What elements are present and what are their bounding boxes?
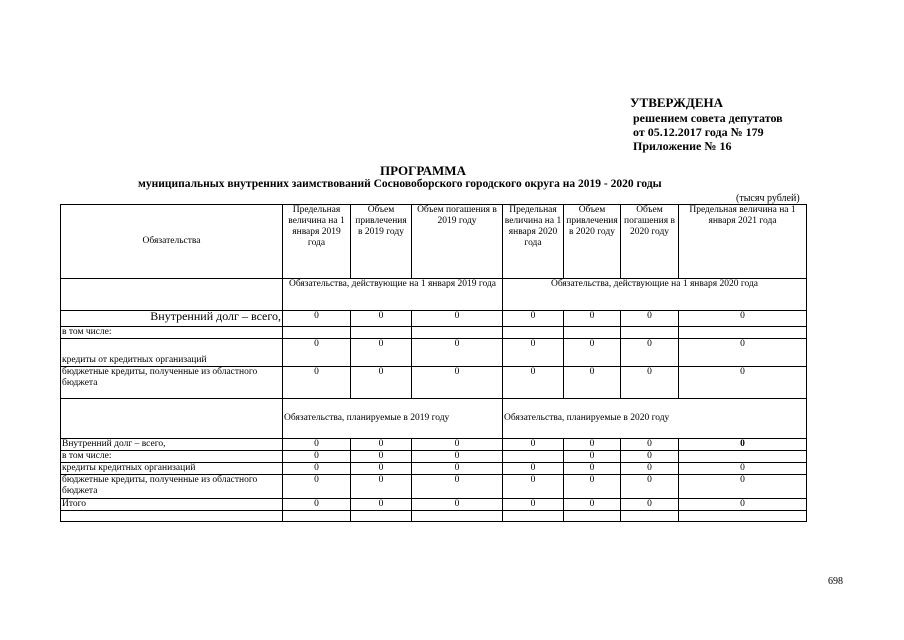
section1-row — [61, 279, 807, 311]
cell: 0 — [283, 463, 351, 475]
cell: 0 — [283, 475, 351, 499]
cell: 0 — [564, 463, 621, 475]
section2-empty — [61, 399, 283, 439]
header-limit-2020: Предельная величина на 1 января 2020 года — [503, 205, 564, 279]
cell — [412, 511, 503, 522]
cell: 0 — [621, 367, 679, 399]
header-repay-2019: Объем погашения в 2019 году — [412, 205, 503, 279]
cell: 0 — [621, 499, 679, 511]
cell: 0 — [351, 339, 412, 367]
program-subtitle: муниципальных внутренних заимствований Сосновоборского городского округа на 2019 - 2020 годы — [138, 178, 662, 190]
cell: 0 — [283, 499, 351, 511]
row-label: кредиты кредитных организаций — [61, 463, 283, 475]
row-label: бюджетные кредиты, полученные из областного бюджета — [61, 367, 283, 399]
cell: 0 — [679, 463, 807, 475]
table-row — [61, 475, 807, 499]
cell — [679, 327, 807, 339]
approval-appendix: Приложение № 16 — [633, 139, 732, 153]
header-limit-2021: Предельная величина на 1 января 2021 года — [679, 205, 807, 279]
cell: 0 — [412, 439, 503, 451]
cell — [412, 327, 503, 339]
cell: 0 — [679, 439, 807, 451]
cell: 0 — [351, 439, 412, 451]
program-title: ПРОГРАММА — [380, 163, 466, 178]
cell — [503, 327, 564, 339]
cell: 0 — [679, 499, 807, 511]
cell: 0 — [412, 451, 503, 463]
section2-left: Обязательства, планируемые в 2019 году — [283, 399, 503, 439]
cell — [679, 451, 807, 463]
section1-left: Обязательства, действующие на 1 января 2019 года — [283, 279, 503, 311]
cell: 0 — [564, 339, 621, 367]
section2-row — [61, 399, 807, 439]
approval-block — [630, 96, 783, 153]
cell: 0 — [564, 367, 621, 399]
cell — [621, 511, 679, 522]
cell: 0 — [503, 367, 564, 399]
table-row — [61, 463, 807, 475]
cell — [564, 511, 621, 522]
cell: 0 — [412, 463, 503, 475]
section1-right: Обязательства, действующие на 1 января 2020 года — [503, 279, 807, 311]
cell — [283, 327, 351, 339]
header-obligations: Обязательства — [61, 205, 283, 279]
cell: 0 — [503, 463, 564, 475]
header-attract-2019: Объем привлечения в 2019 году — [351, 205, 412, 279]
row-label: бюджетные кредиты, полученные из областного бюджета — [61, 475, 283, 499]
table-row — [61, 367, 807, 399]
cell — [503, 451, 564, 463]
table-row — [61, 327, 807, 339]
header-row — [61, 205, 807, 279]
row-label: в том числе: — [61, 327, 283, 339]
cell: 0 — [564, 475, 621, 499]
header-attract-2020: Объем привлечения в 2020 году — [564, 205, 621, 279]
cell: 0 — [679, 311, 807, 327]
table-row — [61, 339, 807, 367]
cell: 0 — [679, 339, 807, 367]
cell — [503, 511, 564, 522]
cell: 0 — [621, 463, 679, 475]
row-label: Итого — [61, 499, 283, 511]
cell: 0 — [351, 475, 412, 499]
cell: 0 — [412, 499, 503, 511]
row-label: в том числе: — [61, 451, 283, 463]
borrowings-table — [60, 204, 807, 522]
cell: 0 — [564, 499, 621, 511]
cell: 0 — [351, 367, 412, 399]
table-row — [61, 311, 807, 327]
cell: 0 — [621, 475, 679, 499]
row-label: Внутренний долг – всего, — [61, 311, 283, 327]
cell: 0 — [564, 311, 621, 327]
cell: 0 — [412, 367, 503, 399]
cell: 0 — [351, 451, 412, 463]
cell — [679, 511, 807, 522]
cell — [61, 511, 283, 522]
cell: 0 — [679, 475, 807, 499]
approval-date: от 05.12.2017 года № 179 — [633, 125, 764, 139]
cell: 0 — [621, 439, 679, 451]
cell: 0 — [412, 475, 503, 499]
cell — [283, 511, 351, 522]
cell — [351, 511, 412, 522]
cell: 0 — [503, 339, 564, 367]
table-row — [61, 451, 807, 463]
cell: 0 — [283, 451, 351, 463]
cell: 0 — [351, 311, 412, 327]
header-limit-2019: Предельная величина на 1 января 2019 года — [283, 205, 351, 279]
section2-right: Обязательства, планируемые в 2020 году — [503, 399, 807, 439]
cell — [621, 327, 679, 339]
cell: 0 — [412, 311, 503, 327]
table-row — [61, 499, 807, 511]
header-repay-2020: Объем погашения в 2020 году — [621, 205, 679, 279]
cell: 0 — [283, 439, 351, 451]
cell: 0 — [621, 451, 679, 463]
approval-decision: решением совета депутатов — [633, 111, 783, 125]
row-label: кредиты от кредитных организаций — [61, 339, 283, 367]
cell: 0 — [351, 463, 412, 475]
page-number: 698 — [828, 576, 843, 587]
cell: 0 — [503, 311, 564, 327]
table-row-empty — [61, 511, 807, 522]
table-row — [61, 439, 807, 451]
cell: 0 — [564, 439, 621, 451]
cell: 0 — [564, 451, 621, 463]
cell: 0 — [503, 439, 564, 451]
cell: 0 — [503, 475, 564, 499]
row-label: Внутренний долг – всего, — [61, 439, 283, 451]
cell: 0 — [679, 367, 807, 399]
cell: 0 — [412, 339, 503, 367]
units-label: (тысяч рублей) — [736, 193, 800, 204]
cell: 0 — [283, 311, 351, 327]
cell — [564, 327, 621, 339]
cell: 0 — [621, 339, 679, 367]
approval-title: УТВЕРЖДЕНА — [630, 95, 724, 110]
cell: 0 — [351, 499, 412, 511]
cell: 0 — [283, 339, 351, 367]
cell: 0 — [283, 367, 351, 399]
cell — [351, 327, 412, 339]
cell: 0 — [503, 499, 564, 511]
section1-empty — [61, 279, 283, 311]
cell: 0 — [621, 311, 679, 327]
